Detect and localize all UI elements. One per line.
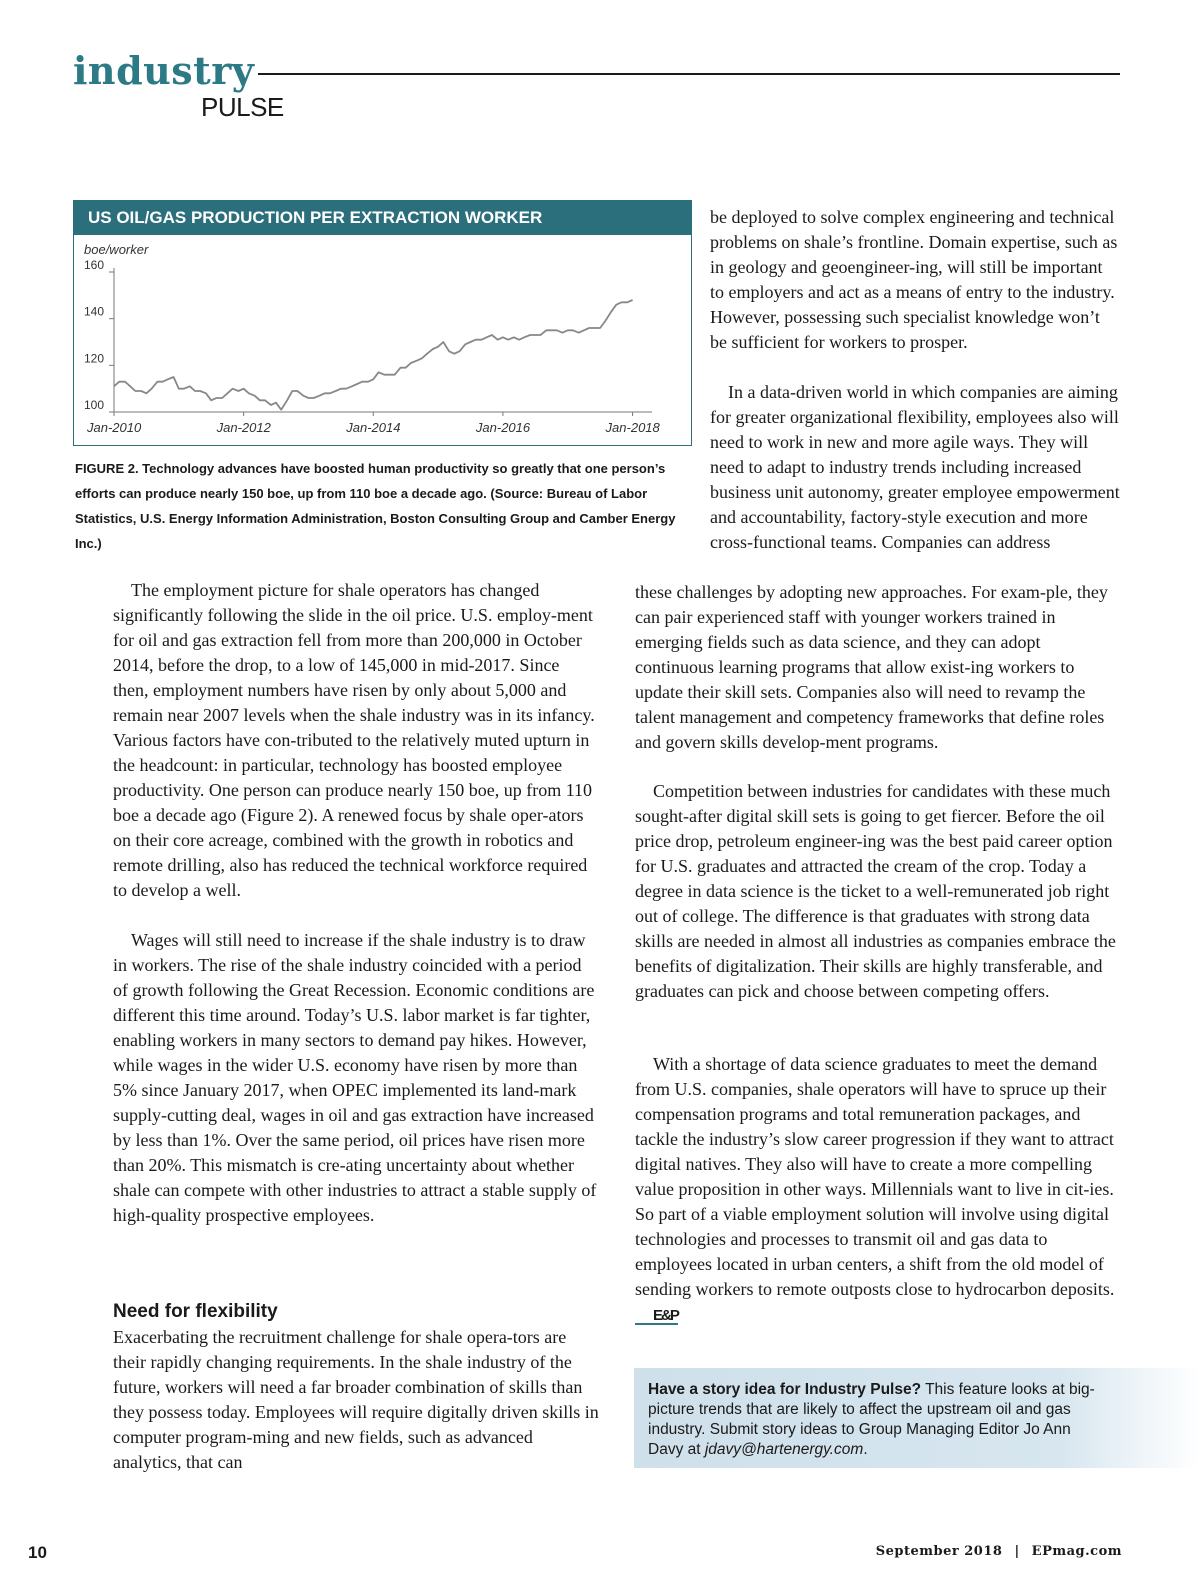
chart-x-tick-label: Jan-2010 xyxy=(87,420,142,435)
chart-y-tick-label: 160 xyxy=(84,258,105,272)
article-paragraph: The employment picture for shale operators has changed significantly following the slide in the oil price. U.S. employ-ment for oil and gas extraction fell from more than 200,000 in October 2014, before the drop, to a low of 145,000 in mid-2017. Since then, employment numbers have risen by only about 5,000 and remain near 2007 levels when the shale industry was in its infancy. Various factors have con-tributed to the relatively muted upturn in the headcount: in particular, technology has boosted employee productivity. One person can produce nearly 150 boe, up from 110 boe a decade ago (Figure 2). A renewed focus by shale oper-ators on their core acreage, combined with the growth in robotics and remote drilling, also has reduced the technical workforce required to develop a well. xyxy=(113,580,595,900)
chart-x-tick-label: Jan-2014 xyxy=(346,420,401,435)
chart-title: US OIL/GAS PRODUCTION PER EXTRACTION WORKER xyxy=(74,201,691,235)
section-subheading: Need for flexibility xyxy=(113,1301,278,1322)
footer-separator: | xyxy=(1014,1544,1020,1559)
chart-y-axis-label: boe/worker xyxy=(84,242,149,257)
footer-issue-date: September 2018 xyxy=(875,1544,1003,1559)
footer-issue-info xyxy=(876,1544,1122,1559)
sidebar-tail: . xyxy=(863,1441,868,1458)
masthead-rule xyxy=(258,73,1120,75)
article-paragraph: Exacerbating the recruitment challenge for shale opera-tors are their rapidly changing requirements. In the shale industry of the future, workers will need a far broader combination of skills than they possess today. Employees will require digitally driven skills in computer program-ming and new fields, such as advanced analytics, that can xyxy=(113,1327,599,1472)
footer-website[interactable]: EPmag.com xyxy=(1031,1544,1122,1559)
story-idea-sidebar xyxy=(634,1368,1200,1468)
section-title: industry xyxy=(73,48,255,93)
chart-x-tick-label: Jan-2012 xyxy=(216,420,271,435)
chart-y-tick-label: 100 xyxy=(84,398,105,412)
article-paragraph: Wages will still need to increase if the shale industry is to draw in workers. The rise of the shale industry coincided with a period of growth following the Great Recession. Economic conditions are different this time around. Today’s U.S. labor market is far tighter, enabling workers in many sectors to demand pay hikes. However, while wages in the wider U.S. economy have risen by more than 5% since January 2017, when OPEC implemented its land-mark supply-cutting deal, wages in oil and gas extraction have increased by less than 1%. Over the same period, oil prices have risen more than 20%. This mismatch is cre-ating uncertainty about whether shale can compete with other industries to attract a stable supply of high-quality prospective employees. xyxy=(113,930,597,1225)
figure-caption: FIGURE 2. Technology advances have boosted human productivity so greatly that one person’s efforts can produce nearly 150 boe, up from 110 boe a decade ago. (Source: Bureau of Labor Statistics, U.S. Energy Information Administration, Boston Consulting Group and Camber Energy Inc.) xyxy=(75,461,676,551)
article-paragraph: In a data-driven world in which companies are aiming for greater organizational flexibility, employees also will need to work in new and more agile ways. They will need to adapt to industry trends including increased business unit autonomy, greater employee empowerment and accountability, factory-style execution and more cross-functional teams. Companies can address xyxy=(710,382,1120,552)
sidebar-email-link[interactable]: jdavy@hartenergy.com xyxy=(704,1441,864,1458)
article-paragraph: be deployed to solve complex engineering and technical problems on shale’s frontline. Domain expertise, such as in geology and geoengineer-ing, will still be important to employers and act as a means of entry to the industry. However, possessing such specialist knowledge won’t be sufficient for workers to prosper. xyxy=(710,207,1118,352)
page-number: 10 xyxy=(28,1543,47,1562)
article-paragraph: Competition between industries for candidates with these much sought-after digital skill sets is going to get fiercer. Before the oil price drop, petroleum engineer-ing was the best paid career option for U.S. graduates and attracted the cream of the crop. Today a degree in data science is the ticket to a well-remunerated job right out of college. The difference is that graduates with strong data skills are needed in almost all industries as companies embrace the benefits of digitalization. Their skills are highly transferable, and graduates can pick and choose between competing offers. xyxy=(635,781,1116,1001)
sidebar-body: This feature looks at big-picture trends that are likely to affect the upstream oil and gas industry. Submit story ideas to Group Managing Editor Jo Ann Davy at xyxy=(648,1381,1095,1458)
article-paragraph-final xyxy=(635,1052,1120,1327)
sidebar-text xyxy=(648,1380,1108,1460)
article-paragraph: these challenges by adopting new approaches. For exam-ple, they can pair experienced staff with younger workers trained in emerging fields such as data science, and they can adopt continuous learning programs that allow exist-ing workers to update their skill sets. Companies also will need to revamp the talent management and competency frameworks that define roles and govern skills develop-ment programs. xyxy=(635,582,1108,752)
chart-x-tick-label: Jan-2016 xyxy=(475,420,531,435)
chart-series-line xyxy=(114,300,633,410)
chart-y-tick-label: 120 xyxy=(84,351,105,366)
chart-figure xyxy=(73,200,692,446)
chart-y-tick-label: 140 xyxy=(84,304,105,319)
section-subtitle: PULSE xyxy=(201,92,284,122)
article-paragraph-text: With a shortage of data science graduates to meet the demand from U.S. companies, shale operators will have to spruce up their compensation programs and total remuneration packages, and tackle the industry’s slow career progression if they want to attract digital natives. They also will have to create a more compelling value proposition in other ways. Millennials want to live in cit-ies. So part of a viable employment solution will involve using digital technologies and processes to transmit oil and gas data to employees located in urban centers, a shift from the old model of sending workers to remote outposts close to hydrocarbon deposits. xyxy=(635,1054,1115,1299)
chart-plot xyxy=(74,235,691,445)
chart-x-tick-label: Jan-2018 xyxy=(605,420,660,435)
end-mark-logo: E&P xyxy=(635,1308,678,1325)
sidebar-lead: Have a story idea for Industry Pulse? xyxy=(648,1381,922,1398)
